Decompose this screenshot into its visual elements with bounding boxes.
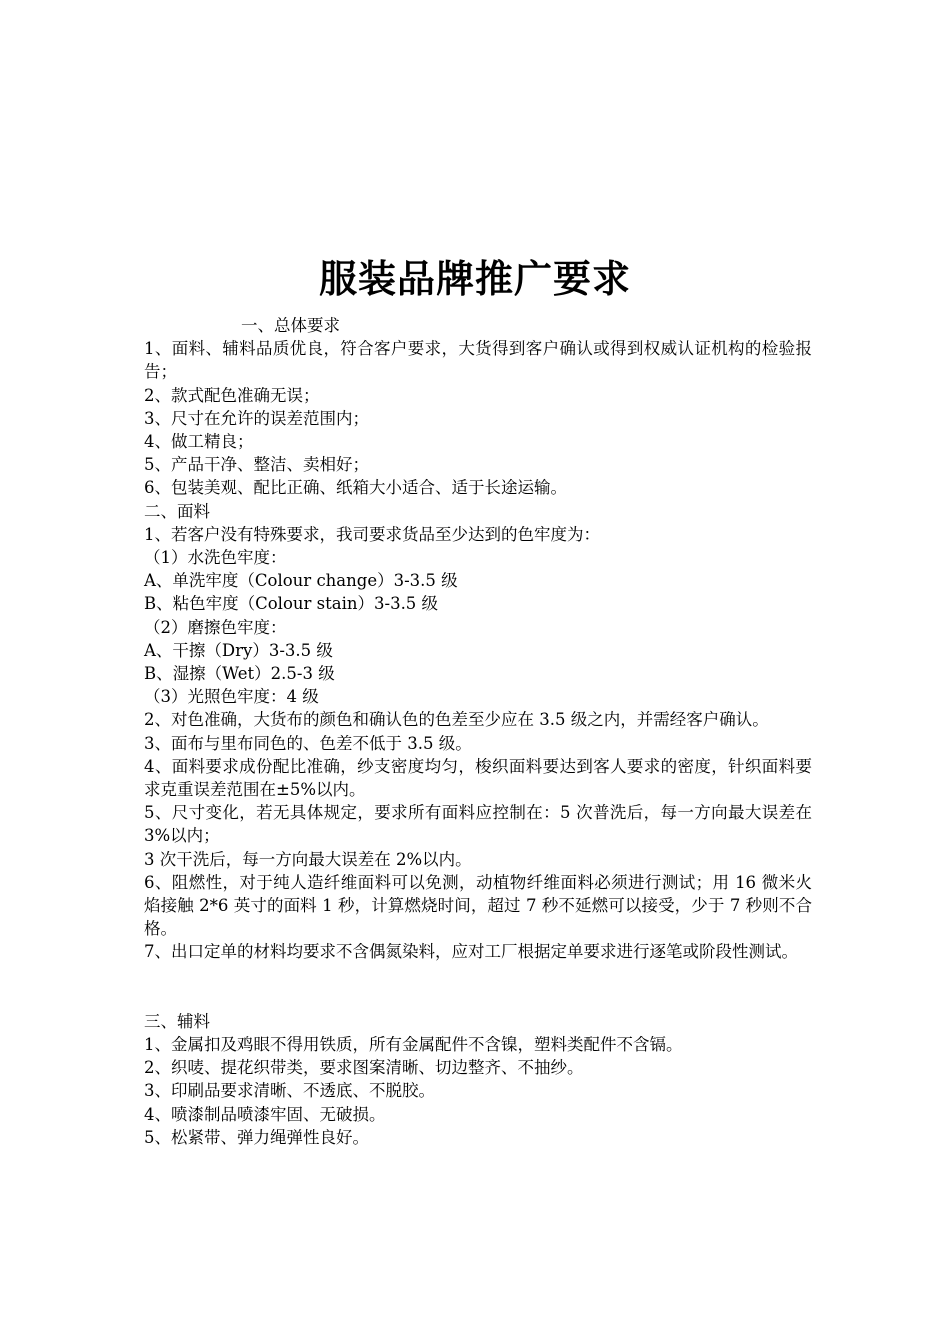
list-item: 5、尺寸变化，若无具体规定，要求所有面料应控制在：5 次普洗后，每一方向最大误差在 3%以内； [144, 803, 812, 846]
section-fabric-list [144, 523, 812, 964]
list-item: 4、喷漆制品喷漆牢固、无破损。 [144, 1104, 386, 1124]
list-item: 3、面布与里布同色的、色差不低于 3.5 级。 [144, 733, 472, 753]
list-item: 1、面料、辅料品质优良，符合客户要求，大货得到客户确认或得到权威认证机构的检验报告； [144, 339, 812, 382]
list-item: 6、包装美观、配比正确、纸箱大小适合、适于长途运输。 [144, 478, 567, 498]
list-item: 5、松紧带、弹力绳弹性良好。 [144, 1127, 369, 1147]
list-item: 2、款式配色准确无误； [144, 385, 320, 405]
section-heading-accessories: 三、辅料 [144, 1011, 210, 1031]
list-item: （2）磨擦色牢度： [144, 617, 287, 637]
section-heading-fabric: 二、面料 [144, 501, 210, 521]
list-item: 1、金属扣及鸡眼不得用铁质，所有金属配件不含镍，塑料类配件不含镉。 [144, 1034, 683, 1054]
list-item: 3、尺寸在允许的误差范围内； [144, 408, 369, 428]
list-item: B、湿擦（Wet）2.5-3 级 [144, 664, 335, 684]
section-spacer [144, 964, 812, 1010]
section-accessories-list [144, 1033, 812, 1149]
list-item: 3 次干洗后，每一方向最大误差在 2%以内。 [144, 849, 472, 869]
list-item: 2、对色准确，大货布的颜色和确认色的色差至少应在 3.5 级之内，并需经客户确认。 [144, 710, 769, 730]
list-item: A、单洗牢度（Colour change）3-3.5 级 [144, 571, 458, 591]
document-title: 服装品牌推广要求 [318, 257, 631, 301]
list-item: 4、面料要求成份配比准确，纱支密度均匀，梭织面料要达到客人要求的密度，针织面料要求克重误差范围在±5%以内。 [144, 756, 812, 800]
list-item: B、粘色牢度（Colour stain）3-3.5 级 [144, 594, 439, 614]
section-heading-general: 一、总体要求 [241, 316, 340, 335]
list-item: 1、若客户没有特殊要求，我司要求货品至少达到的色牢度为： [144, 524, 600, 544]
list-item: （3）光照色牢度：4 级 [144, 687, 319, 707]
list-item: 7、出口定单的材料均要求不含偶氮染料，应对工厂根据定单要求进行逐笔或阶段性测试。 [144, 942, 798, 962]
list-item: 2、织唛、提花织带类，要求图案清晰、切边整齐、不抽纱。 [144, 1058, 584, 1078]
list-item: （1）水洗色牢度： [144, 548, 287, 568]
list-item: 6、阻燃性，对于纯人造纤维面料可以免测，动植物纤维面料必须进行测试；用 16 微米火焰接触 2*6 英寸的面料 1 秒，计算燃烧时间，超过 7 秒不延燃可以接受，少于 7 秒则不合格。 [144, 872, 812, 939]
list-item: 4、做工精良； [144, 432, 254, 452]
list-item: 5、产品干净、整洁、卖相好； [144, 455, 369, 475]
list-item: 3、印刷品要求清晰、不透底、不脱胶。 [144, 1081, 435, 1101]
list-item: A、干擦（Dry）3-3.5 级 [144, 640, 333, 660]
section-general-list [144, 337, 812, 499]
document-body [144, 314, 812, 1149]
